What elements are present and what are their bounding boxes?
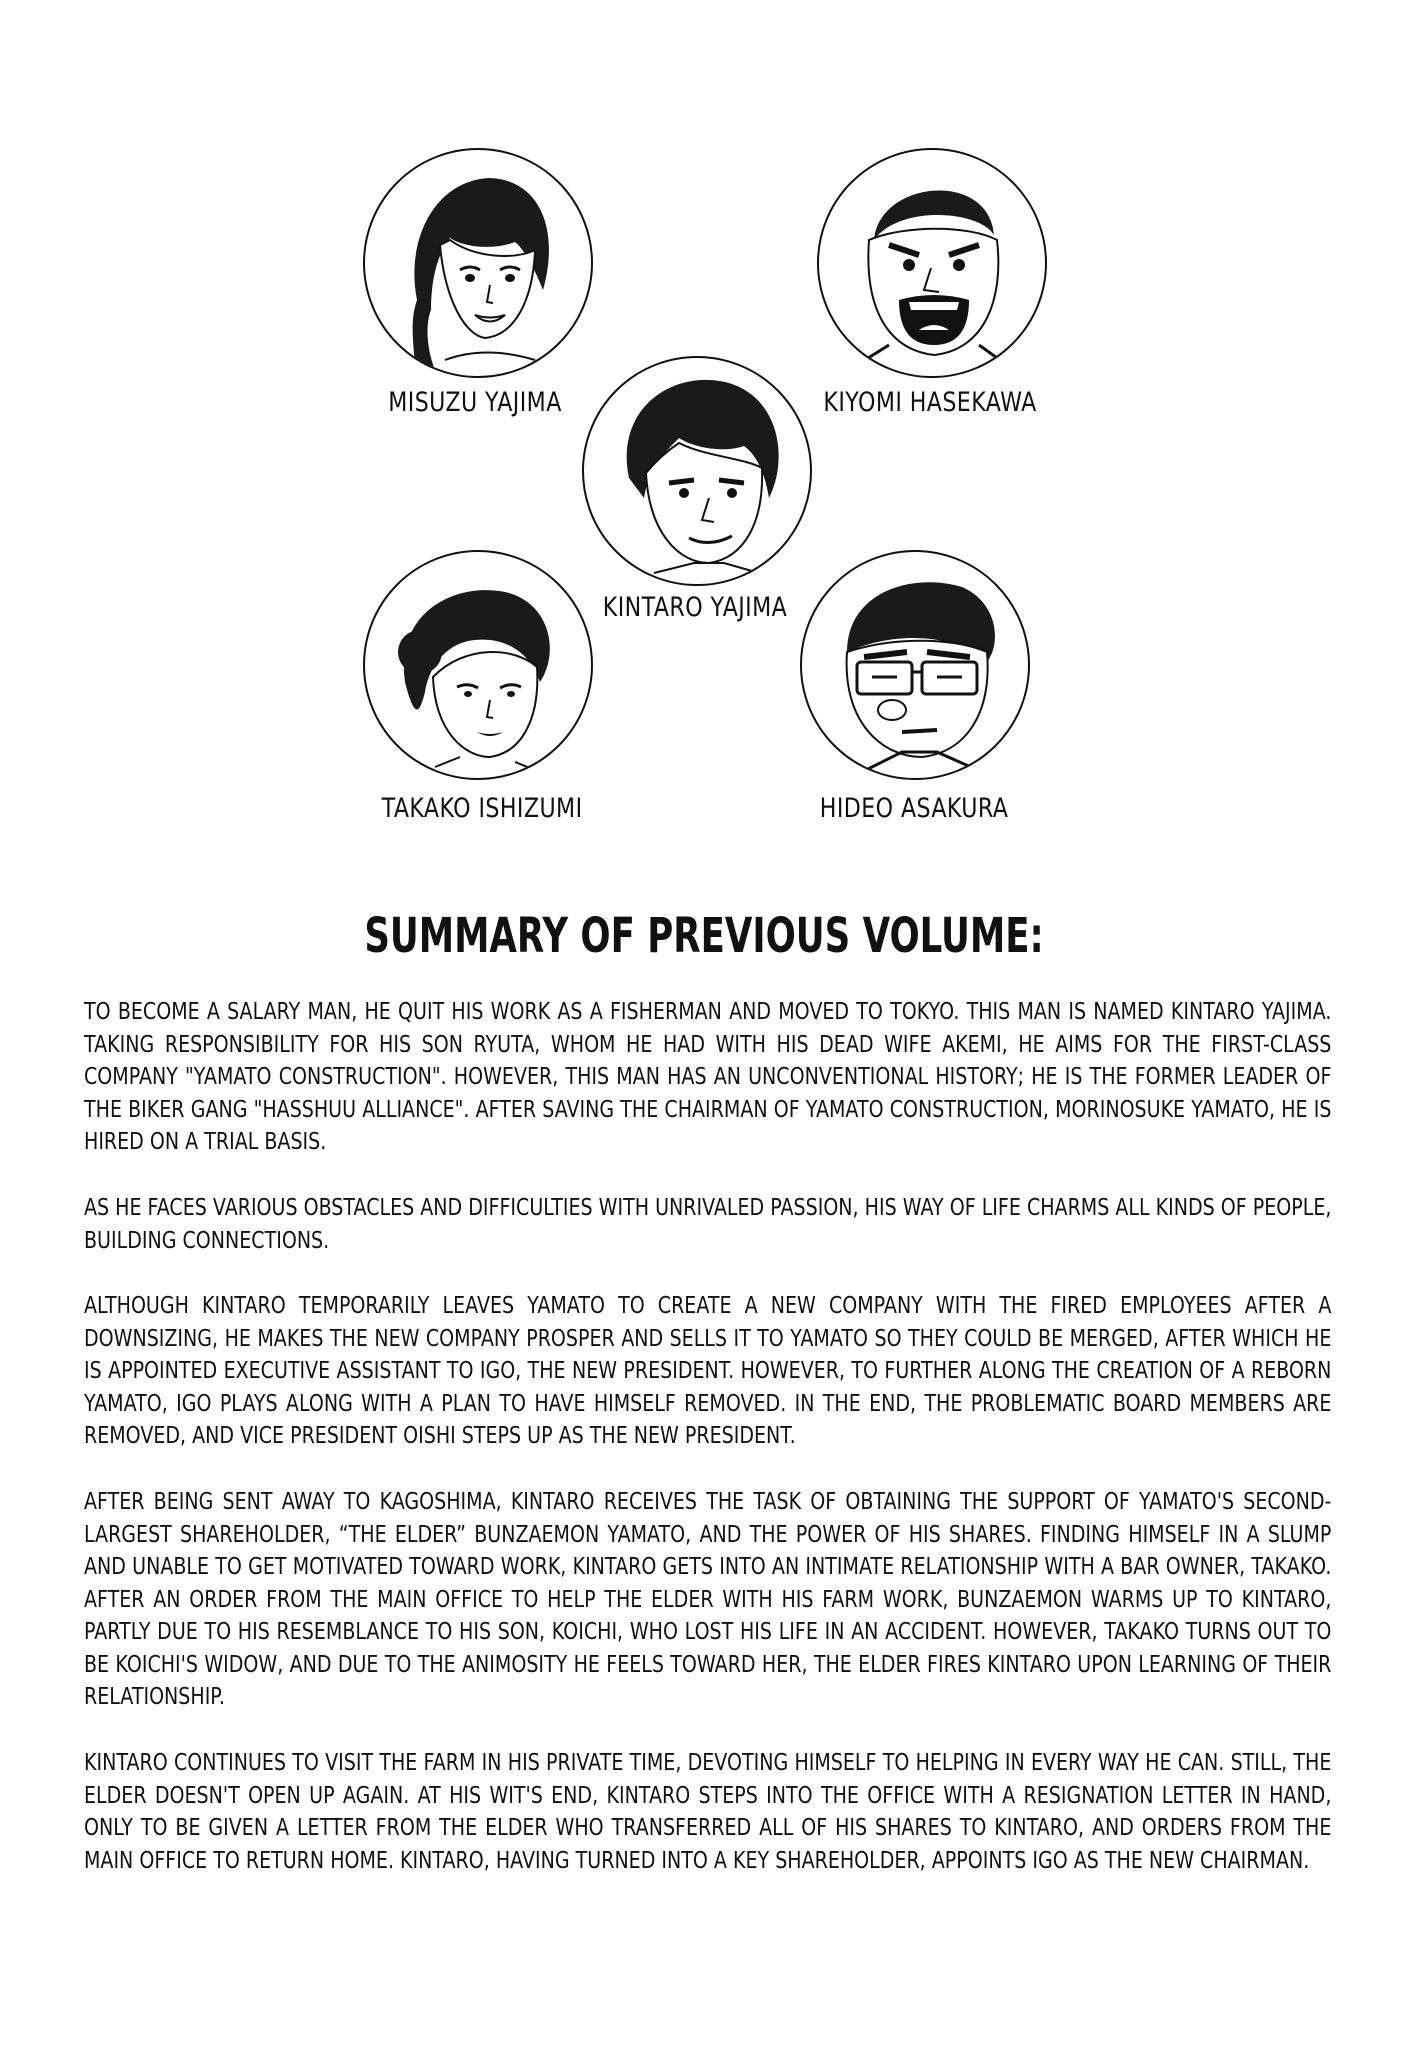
portrait-kiyomi-hasekawa: [817, 148, 1047, 378]
summary-paragraph: AFTER BEING SENT AWAY TO KAGOSHIMA, KINTARO RECEIVES THE TASK OF OBTAINING THE SUPPORT OF YAMATO'S SECOND-LARGEST SHAREHOLDER, “THE ELDER” BUNZAEMON YAMATO, AND THE POWER OF HIS SHARES. FINDING HIMSELF IN A SLUMP AND UNABLE TO GET MOTIVATED TOWARD WORK, KINTARO GETS INTO AN INTIMATE RELATIONSHIP WITH A BAR OWNER, TAKAKO. AFTER AN ORDER FROM THE MAIN OFFICE TO HELP THE ELDER WITH HIS FARM WORK, BUNZAEMON WARMS UP TO KINTARO, PARTLY DUE TO HIS RESEMBLANCE TO HIS SON, KOICHI, WHO LOST HIS LIFE IN AN ACCIDENT. HOWEVER, TAKAKO TURNS OUT TO BE KOICHI'S WIDOW, AND DUE TO THE ANIMOSITY HE FEELS TOWARD HER, THE ELDER FIRES KINTARO UPON LEARNING OF THEIR RELATIONSHIP.: [84, 1487, 1332, 1710]
character-name-kintaro: KINTARO YAJIMA: [602, 592, 788, 623]
portrait-misuzu-yajima: [363, 148, 593, 378]
summary-paragraph: KINTARO CONTINUES TO VISIT THE FARM IN HIS PRIVATE TIME, DEVOTING HIMSELF TO HELPING IN EVERY WAY HE CAN. STILL, THE ELDER DOESN'T OPEN UP AGAIN. AT HIS WIT'S END, KINTARO STEPS INTO THE OFFICE WITH A RESIGNATION LETTER IN HAND, ONLY TO BE GIVEN A LETTER FROM THE ELDER WHO TRANSFERRED ALL OF HIS SHARES TO KINTARO, AND ORDERS FROM THE MAIN OFFICE TO RETURN HOME. KINTARO, HAVING TURNED INTO A KEY SHAREHOLDER, APPOINTS IGO AS THE NEW CHAIRMAN.: [84, 1748, 1332, 1874]
portrait-hideo-asakura: [800, 550, 1030, 780]
summary-title: SUMMARY OF PREVIOUS VOLUME:: [364, 908, 1044, 964]
summary-body: [84, 995, 1334, 1942]
summary-paragraph: ALTHOUGH KINTARO TEMPORARILY LEAVES YAMATO TO CREATE A NEW COMPANY WITH THE FIRED EMPLOYEES AFTER A DOWNSIZING, HE MAKES THE NEW COMPANY PROSPER AND SELLS IT TO YAMATO SO THEY COULD BE MERGED, AFTER WHICH HE IS APPOINTED EXECUTIVE ASSISTANT TO IGO, THE NEW PRESIDENT. HOWEVER, TO FURTHER ALONG THE CREATION OF A REBORN YAMATO, IGO PLAYS ALONG WITH A PLAN TO HAVE HIMSELF REMOVED. IN THE END, THE PROBLEMATIC BOARD MEMBERS ARE REMOVED, AND VICE PRESIDENT OISHI STEPS UP AS THE NEW PRESIDENT.: [84, 1291, 1332, 1449]
character-name-hideo: HIDEO ASAKURA: [819, 793, 1009, 824]
character-name-misuzu: MISUZU YAJIMA: [388, 387, 562, 418]
portrait-kintaro-yajima: [582, 356, 812, 586]
kiyomi-portrait-illustration: [819, 150, 1045, 376]
takako-portrait-illustration: [365, 552, 591, 778]
kintaro-portrait-illustration: [584, 358, 810, 584]
summary-paragraph: TO BECOME A SALARY MAN, HE QUIT HIS WORK AS A FISHERMAN AND MOVED TO TOKYO. THIS MAN IS NAMED KINTARO YAJIMA. TAKING RESPONSIBILITY FOR HIS SON RYUTA, WHOM HE HAD WITH HIS DEAD WIFE AKEMI, HE AIMS FOR THE FIRST-CLASS COMPANY "YAMATO CONSTRUCTION". HOWEVER, THIS MAN HAS AN UNCONVENTIONAL HISTORY; HE IS THE FORMER LEADER OF THE BIKER GANG "HASSHUU ALLIANCE". AFTER SAVING THE CHAIRMAN OF YAMATO CONSTRUCTION, MORINOSUKE YAMATO, HE IS HIRED ON A TRIAL BASIS.: [84, 997, 1332, 1155]
character-name-kiyomi: KIYOMI HASEKAWA: [823, 387, 1037, 418]
misuzu-portrait-illustration: [365, 150, 591, 376]
character-name-takako: TAKAKO ISHIZUMI: [381, 793, 583, 824]
portrait-takako-ishizumi: [363, 550, 593, 780]
hideo-portrait-illustration: [802, 552, 1028, 778]
summary-paragraph: AS HE FACES VARIOUS OBSTACLES AND DIFFICULTIES WITH UNRIVALED PASSION, HIS WAY OF LIFE CHARMS ALL KINDS OF PEOPLE, BUILDING CONNECTIONS.: [84, 1193, 1332, 1254]
